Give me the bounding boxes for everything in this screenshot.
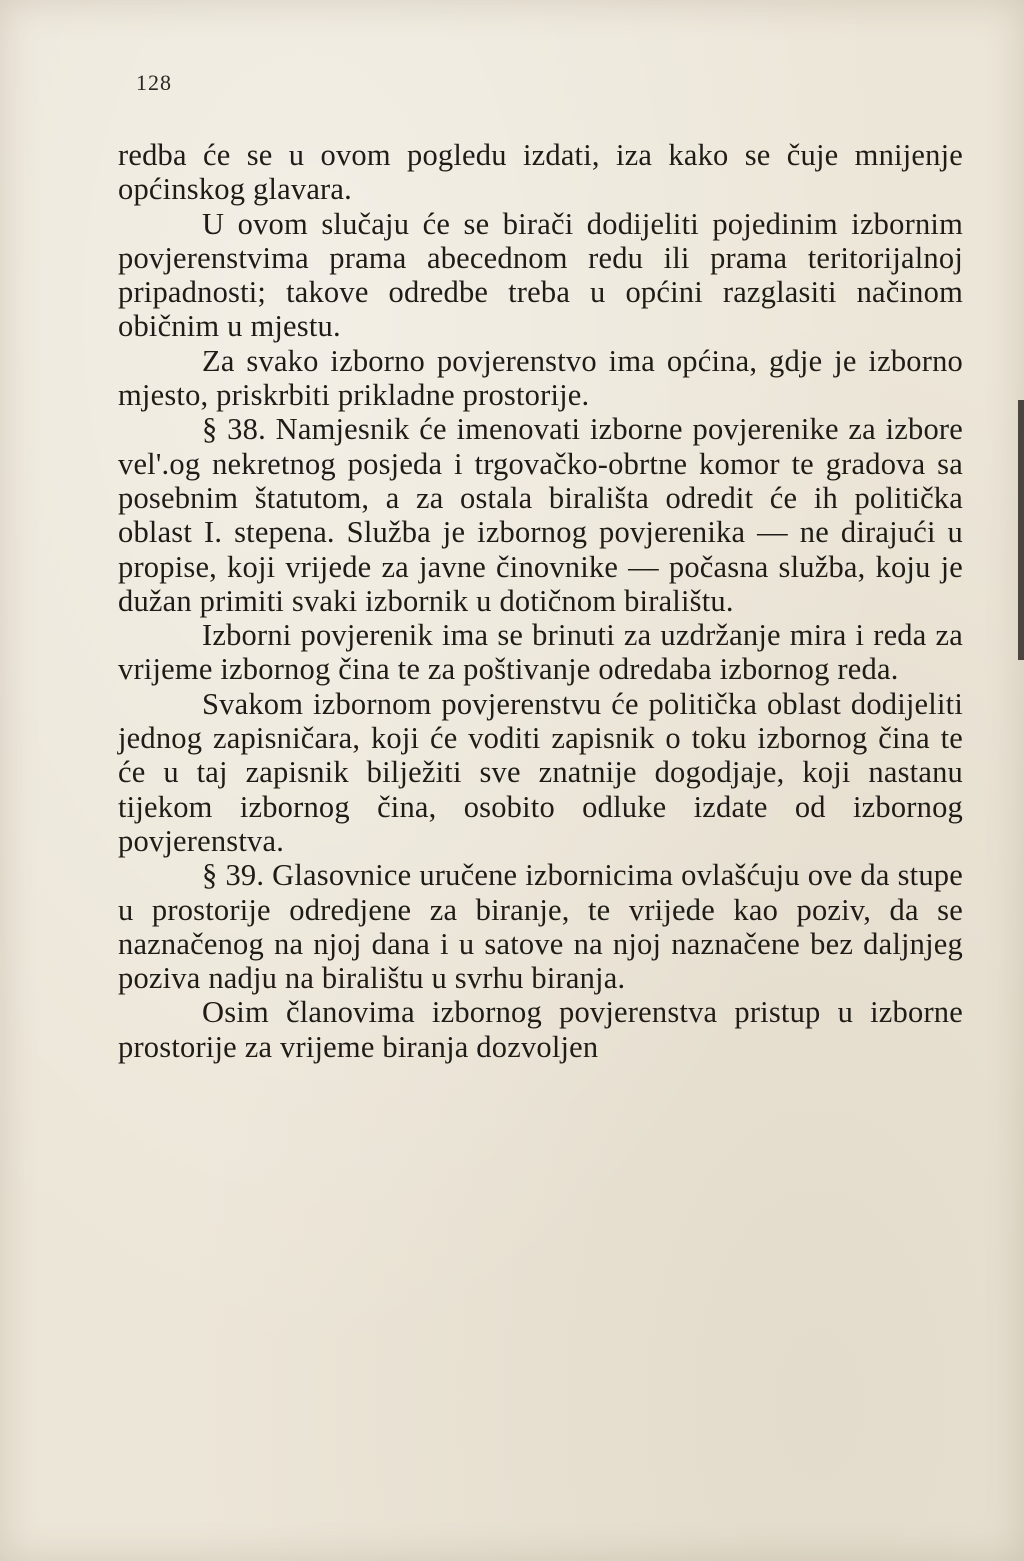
page-number: 128 xyxy=(136,70,172,95)
paragraph: Izborni povjerenik ima se brinuti za uzdržanje mira i reda za vrijeme izbornog čina te za poštivanje odredaba izbornog reda. xyxy=(118,618,963,687)
page-edge-shadow xyxy=(1018,400,1024,660)
paragraph-section-38: § 38. Namjesnik će imenovati izborne povjerenike za izbore vel'.og nekretnog posjeda i trgovačko-obrtne komor te gradova sa posebnim štatutom, a za ostala birališta odredit će ih politička oblast I. stepena. Služba je izbornog povjerenika — ne dirajući u propise, koji vrijede za javne činovnike — počasna služba, koju je dužan primiti svaki izbornik u dotičnom biralištu. xyxy=(118,412,963,618)
paragraph: redba će se u ovom pogledu izdati, iza kako se čuje mnijenje općinskog glavara. xyxy=(118,138,963,207)
paragraph: Svakom izbornom povjerenstvu će politička oblast dodijeliti jednog zapisničara, koji će voditi zapisnik o toku izbornog čina te će u taj zapisnik bilježiti sve znatnije dogodjaje, koji nastanu tijekom izbornog čina, osobito odluke izdate od izbornog povjerenstva. xyxy=(118,686,963,858)
paragraph: Osim članovima izbornog povjerenstva pristup u izborne prostorije za vrijeme biranja dozvoljen xyxy=(118,995,963,1064)
paragraph: U ovom slučaju će se birači dodijeliti pojedinim izbornim povjerenstvima prama abecednom redu ili prama teritorijalnoj pripadnosti; takove odredbe treba u općini razglasiti načinom običnim u mjestu. xyxy=(118,206,963,344)
body-text xyxy=(118,138,963,1064)
paragraph-section-39: § 39. Glasovnice uručene izbornicima ovlašćuju ove da stupe u prostorije odredjene za biranje, te vrijede kao poziv, da se naznačenog na njoj dana i u satove na njoj naznačene bez daljnjeg poziva nadju na biralištu u svrhu biranja. xyxy=(118,858,963,996)
paragraph: Za svako izborno povjerenstvo ima općina, gdje je izborno mjesto, priskrbiti prikladne prostorije. xyxy=(118,343,963,413)
